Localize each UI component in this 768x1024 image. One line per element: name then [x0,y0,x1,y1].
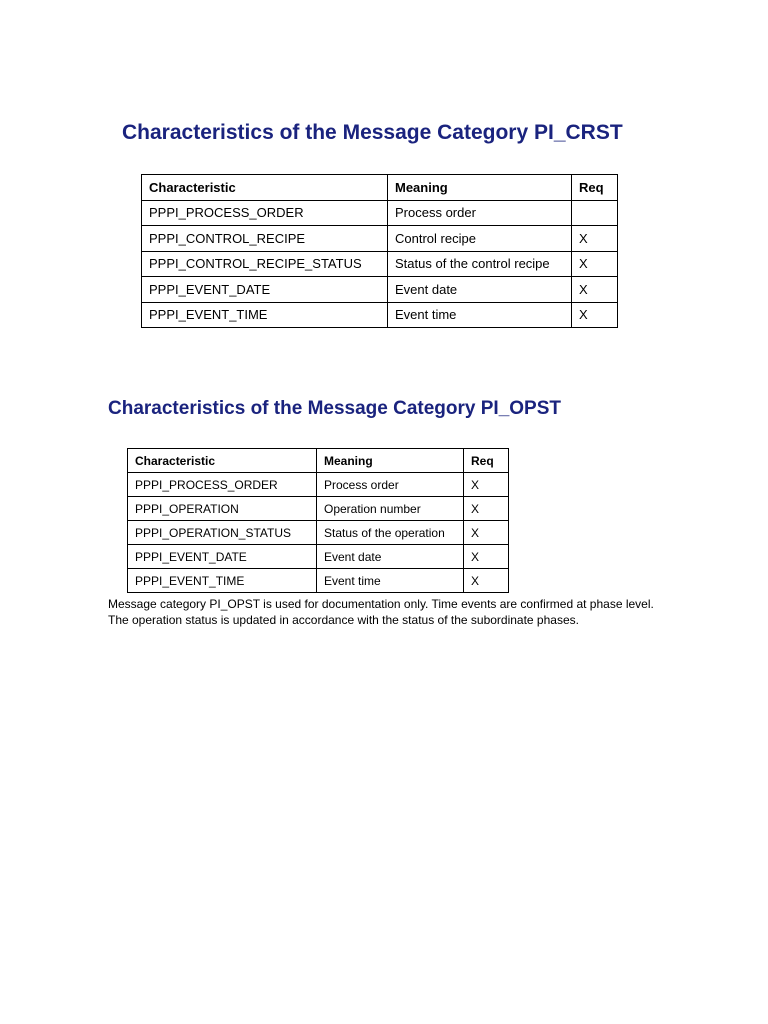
table-header-row [128,449,509,473]
cell-req: X [572,251,618,277]
table-row [142,226,618,252]
table-row [128,545,509,569]
table-row [142,200,618,226]
cell-characteristic: PPPI_EVENT_DATE [128,545,317,569]
cell-meaning: Event time [388,302,572,328]
cell-req: X [572,277,618,303]
cell-req: X [464,473,509,497]
column-header-characteristic: Characteristic [142,175,388,201]
cell-characteristic: PPPI_PROCESS_ORDER [142,200,388,226]
cell-req: X [572,302,618,328]
table-header-row [142,175,618,201]
cell-meaning: Process order [317,473,464,497]
cell-req: X [464,569,509,593]
section2-title: Characteristics of the Message Category PI_OPST [108,398,561,419]
table-row [128,497,509,521]
cell-req: X [464,521,509,545]
cell-meaning: Status of the operation [317,521,464,545]
cell-characteristic: PPPI_PROCESS_ORDER [128,473,317,497]
table-row [128,569,509,593]
column-header-meaning: Meaning [388,175,572,201]
cell-characteristic: PPPI_OPERATION [128,497,317,521]
cell-meaning: Operation number [317,497,464,521]
cell-characteristic: PPPI_CONTROL_RECIPE_STATUS [142,251,388,277]
cell-req [572,200,618,226]
column-header-meaning: Meaning [317,449,464,473]
cell-meaning: Control recipe [388,226,572,252]
table-row [142,251,618,277]
pi-opst-table [127,448,509,593]
section1-title: Characteristics of the Message Category PI_CRST [122,121,623,144]
cell-characteristic: PPPI_OPERATION_STATUS [128,521,317,545]
cell-req: X [464,497,509,521]
cell-meaning: Status of the control recipe [388,251,572,277]
column-header-req: Req [572,175,618,201]
table-row [142,277,618,303]
column-header-characteristic: Characteristic [128,449,317,473]
cell-characteristic: PPPI_CONTROL_RECIPE [142,226,388,252]
cell-characteristic: PPPI_EVENT_TIME [142,302,388,328]
cell-meaning: Event date [317,545,464,569]
table-row [128,521,509,545]
cell-meaning: Event date [388,277,572,303]
table-row [142,302,618,328]
table-row [128,473,509,497]
pi-crst-table [141,174,618,328]
pi-opst-note: Message category PI_OPST is used for documentation only. Time events are confirmed at phase level. The operation status is updated in accordance with the status of the subordinate phases. [108,597,654,627]
cell-req: X [572,226,618,252]
cell-meaning: Event time [317,569,464,593]
cell-req: X [464,545,509,569]
cell-characteristic: PPPI_EVENT_DATE [142,277,388,303]
column-header-req: Req [464,449,509,473]
cell-meaning: Process order [388,200,572,226]
cell-characteristic: PPPI_EVENT_TIME [128,569,317,593]
